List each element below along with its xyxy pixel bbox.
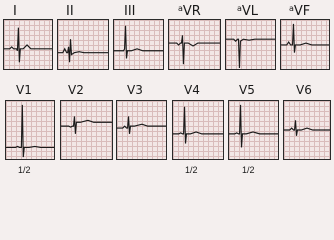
ecg-trace-I bbox=[4, 20, 52, 69]
ecg-strip-lead-I bbox=[3, 19, 53, 70]
ecg-strip-lead-V5 bbox=[228, 100, 279, 160]
gain-note-v5: 1/2 bbox=[242, 165, 255, 175]
gain-note-v4: 1/2 bbox=[185, 165, 198, 175]
ecg-trace-V6 bbox=[284, 101, 330, 159]
ecg-strip-lead-V6 bbox=[283, 100, 331, 160]
ecg-trace-aVF bbox=[281, 20, 329, 69]
ecg-strip-lead-aVF bbox=[280, 19, 330, 70]
ecg-strip-lead-II bbox=[57, 19, 109, 70]
ecg-trace-III bbox=[114, 20, 163, 69]
lead-label-II: II bbox=[66, 4, 74, 19]
lead-label-I: I bbox=[13, 4, 17, 19]
ecg-strip-lead-V2 bbox=[60, 100, 113, 160]
ecg-trace-aVR bbox=[169, 20, 220, 69]
ecg-trace-V2 bbox=[61, 101, 112, 159]
ecg-trace-V3 bbox=[117, 101, 166, 159]
lead-label-III: III bbox=[124, 4, 136, 19]
ecg-trace-V1 bbox=[6, 101, 54, 159]
lead-label-aVF: $^a$VF bbox=[289, 4, 311, 19]
lead-label-aVL: $^a$VL bbox=[237, 4, 259, 19]
lead-label-aVR: $^a$VR bbox=[178, 4, 201, 19]
ecg-trace-V5 bbox=[229, 101, 278, 159]
ecg-strip-lead-aVL bbox=[225, 19, 276, 70]
ecg-strip-lead-V4 bbox=[172, 100, 224, 160]
ecg-trace-II bbox=[58, 20, 108, 69]
ecg-trace-aVL bbox=[226, 20, 275, 69]
ecg-strip-lead-V3 bbox=[116, 100, 167, 160]
ecg-trace-V4 bbox=[173, 101, 223, 159]
lead-label-V2: V2 bbox=[68, 83, 84, 97]
ecg-strip-lead-III bbox=[113, 19, 164, 70]
lead-label-V3: V3 bbox=[127, 83, 143, 97]
ecg-strip-lead-aVR bbox=[168, 19, 221, 70]
lead-label-V1: V1 bbox=[16, 83, 32, 97]
lead-label-V6: V6 bbox=[296, 83, 312, 97]
gain-note-v1: 1/2 bbox=[18, 165, 31, 175]
lead-label-V5: V5 bbox=[239, 83, 255, 97]
lead-label-V4: V4 bbox=[184, 83, 200, 97]
ecg-strip-lead-V1 bbox=[5, 100, 55, 160]
